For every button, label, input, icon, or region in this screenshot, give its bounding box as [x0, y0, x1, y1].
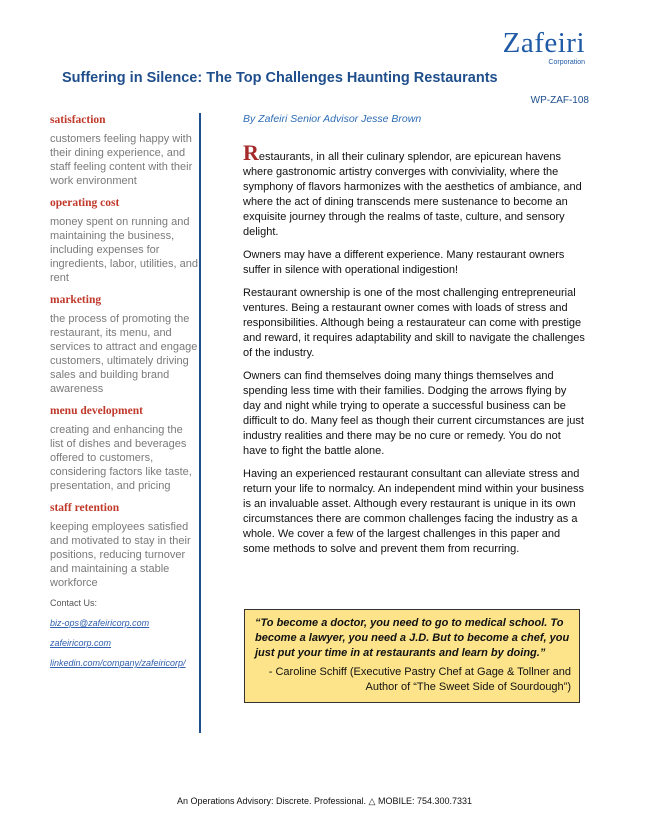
- email-link[interactable]: biz-ops@zafeiricorp.com: [50, 618, 150, 628]
- website-link[interactable]: zafeiricorp.com: [50, 638, 112, 648]
- quote-text: “To become a doctor, you need to go to medical school. To become a lawyer, you need a J.D. But to become a chef, you just put your time in at restaurants and learn by doing.”: [255, 617, 570, 659]
- paragraph-4: Owners can find themselves doing many things themselves and spending less time with their families. Dodging the arrows flying by day and night while trying to operate a successful business can be difficult to do. Many feel as though their current circumstances are just industry realities and there may be no cure or remedy. You do not have to fight the battle alone.: [243, 370, 584, 457]
- quote-box: [244, 609, 580, 703]
- paragraph-3: Restaurant ownership is one of the most challenging entrepreneurial ventures. Being a restaurant owner comes with loads of stress and responsibilities. Although being a restaurateur can come with prestige and reward, it requires adaptability and skill to navigate the challenges of the industry.: [243, 287, 585, 359]
- paragraph-1-text: estaurants, in all their culinary splendor, are epicurean havens where gastronomic artistry converges with conviviality, where the symphony of flavors harmonizes with the aesthetics of ambiance, and where the act of dining transcends mere sustenance to become an exquisite journey through the realms of taste, culture, and sensory delight.: [243, 151, 582, 238]
- paragraph-1: [243, 142, 586, 240]
- document-id: WP-ZAF-108: [530, 95, 589, 106]
- sidebar-heading-operating-cost: operating cost: [50, 197, 120, 209]
- company-logo: [503, 29, 585, 66]
- sidebar-text-menu-development: creating and enhancing the list of dishes and beverages offered to customers, considering factors like taste, presentation, and pricing: [50, 424, 192, 492]
- byline: By Zafeiri Senior Advisor Jesse Brown: [243, 113, 422, 125]
- logo-subtitle: Corporation: [548, 59, 585, 66]
- column-divider: [199, 113, 201, 733]
- quote-attribution: [255, 665, 571, 695]
- sidebar-heading-marketing: marketing: [50, 294, 102, 306]
- paragraph-5: Having an experienced restaurant consultant can alleviate stress and return your life to normalcy. An independent mind within your business is an invaluable asset. Although every restaurant is unique in its own circumstances there are common challenges facing the industry as a whole. We cover a few of the largest challenges in this paper and some methods to solve and prevent them from recurring.: [243, 468, 584, 555]
- quote-attribution-line-2: Author of “The Sweet Side of Sourdough”): [365, 681, 571, 693]
- logo-name: Zafeiri: [502, 27, 585, 59]
- drop-cap: R: [243, 140, 259, 165]
- linkedin-link[interactable]: linkedin.com/company/zafeiricorp/: [50, 658, 186, 668]
- quote-attribution-line-1: - Caroline Schiff (Executive Pastry Chef at Gage & Tollner and: [268, 666, 571, 678]
- page-title: Suffering in Silence: The Top Challenges Haunting Restaurants: [62, 70, 498, 86]
- sidebar: [50, 113, 198, 678]
- sidebar-text-operating-cost: money spent on running and maintaining the business, including expenses for ingredients, labor, utilities, and rent: [50, 216, 198, 284]
- article-body: [243, 142, 586, 565]
- paragraph-2: Owners may have a different experience. Many restaurant owners suffer in silence with operational indigestion!: [243, 249, 565, 276]
- sidebar-heading-satisfaction: satisfaction: [50, 114, 106, 126]
- page-footer: An Operations Advisory: Discrete. Professional. △ MOBILE: 754.300.7331: [176, 796, 473, 806]
- contact-label: Contact Us:: [50, 598, 98, 608]
- sidebar-text-staff-retention: keeping employees satisfied and motivated to stay in their positions, reducing turnover and maintaining a stable workforce: [50, 521, 191, 589]
- sidebar-text-satisfaction: customers feeling happy with their dining experience, and staff feeling content with their work environment: [50, 133, 193, 187]
- sidebar-heading-staff-retention: staff retention: [50, 502, 120, 514]
- sidebar-text-marketing: the process of promoting the restaurant, its menu, and services to attract and engage customers, ultimately driving sales and building brand awareness: [50, 313, 198, 395]
- sidebar-heading-menu-development: menu development: [50, 405, 143, 417]
